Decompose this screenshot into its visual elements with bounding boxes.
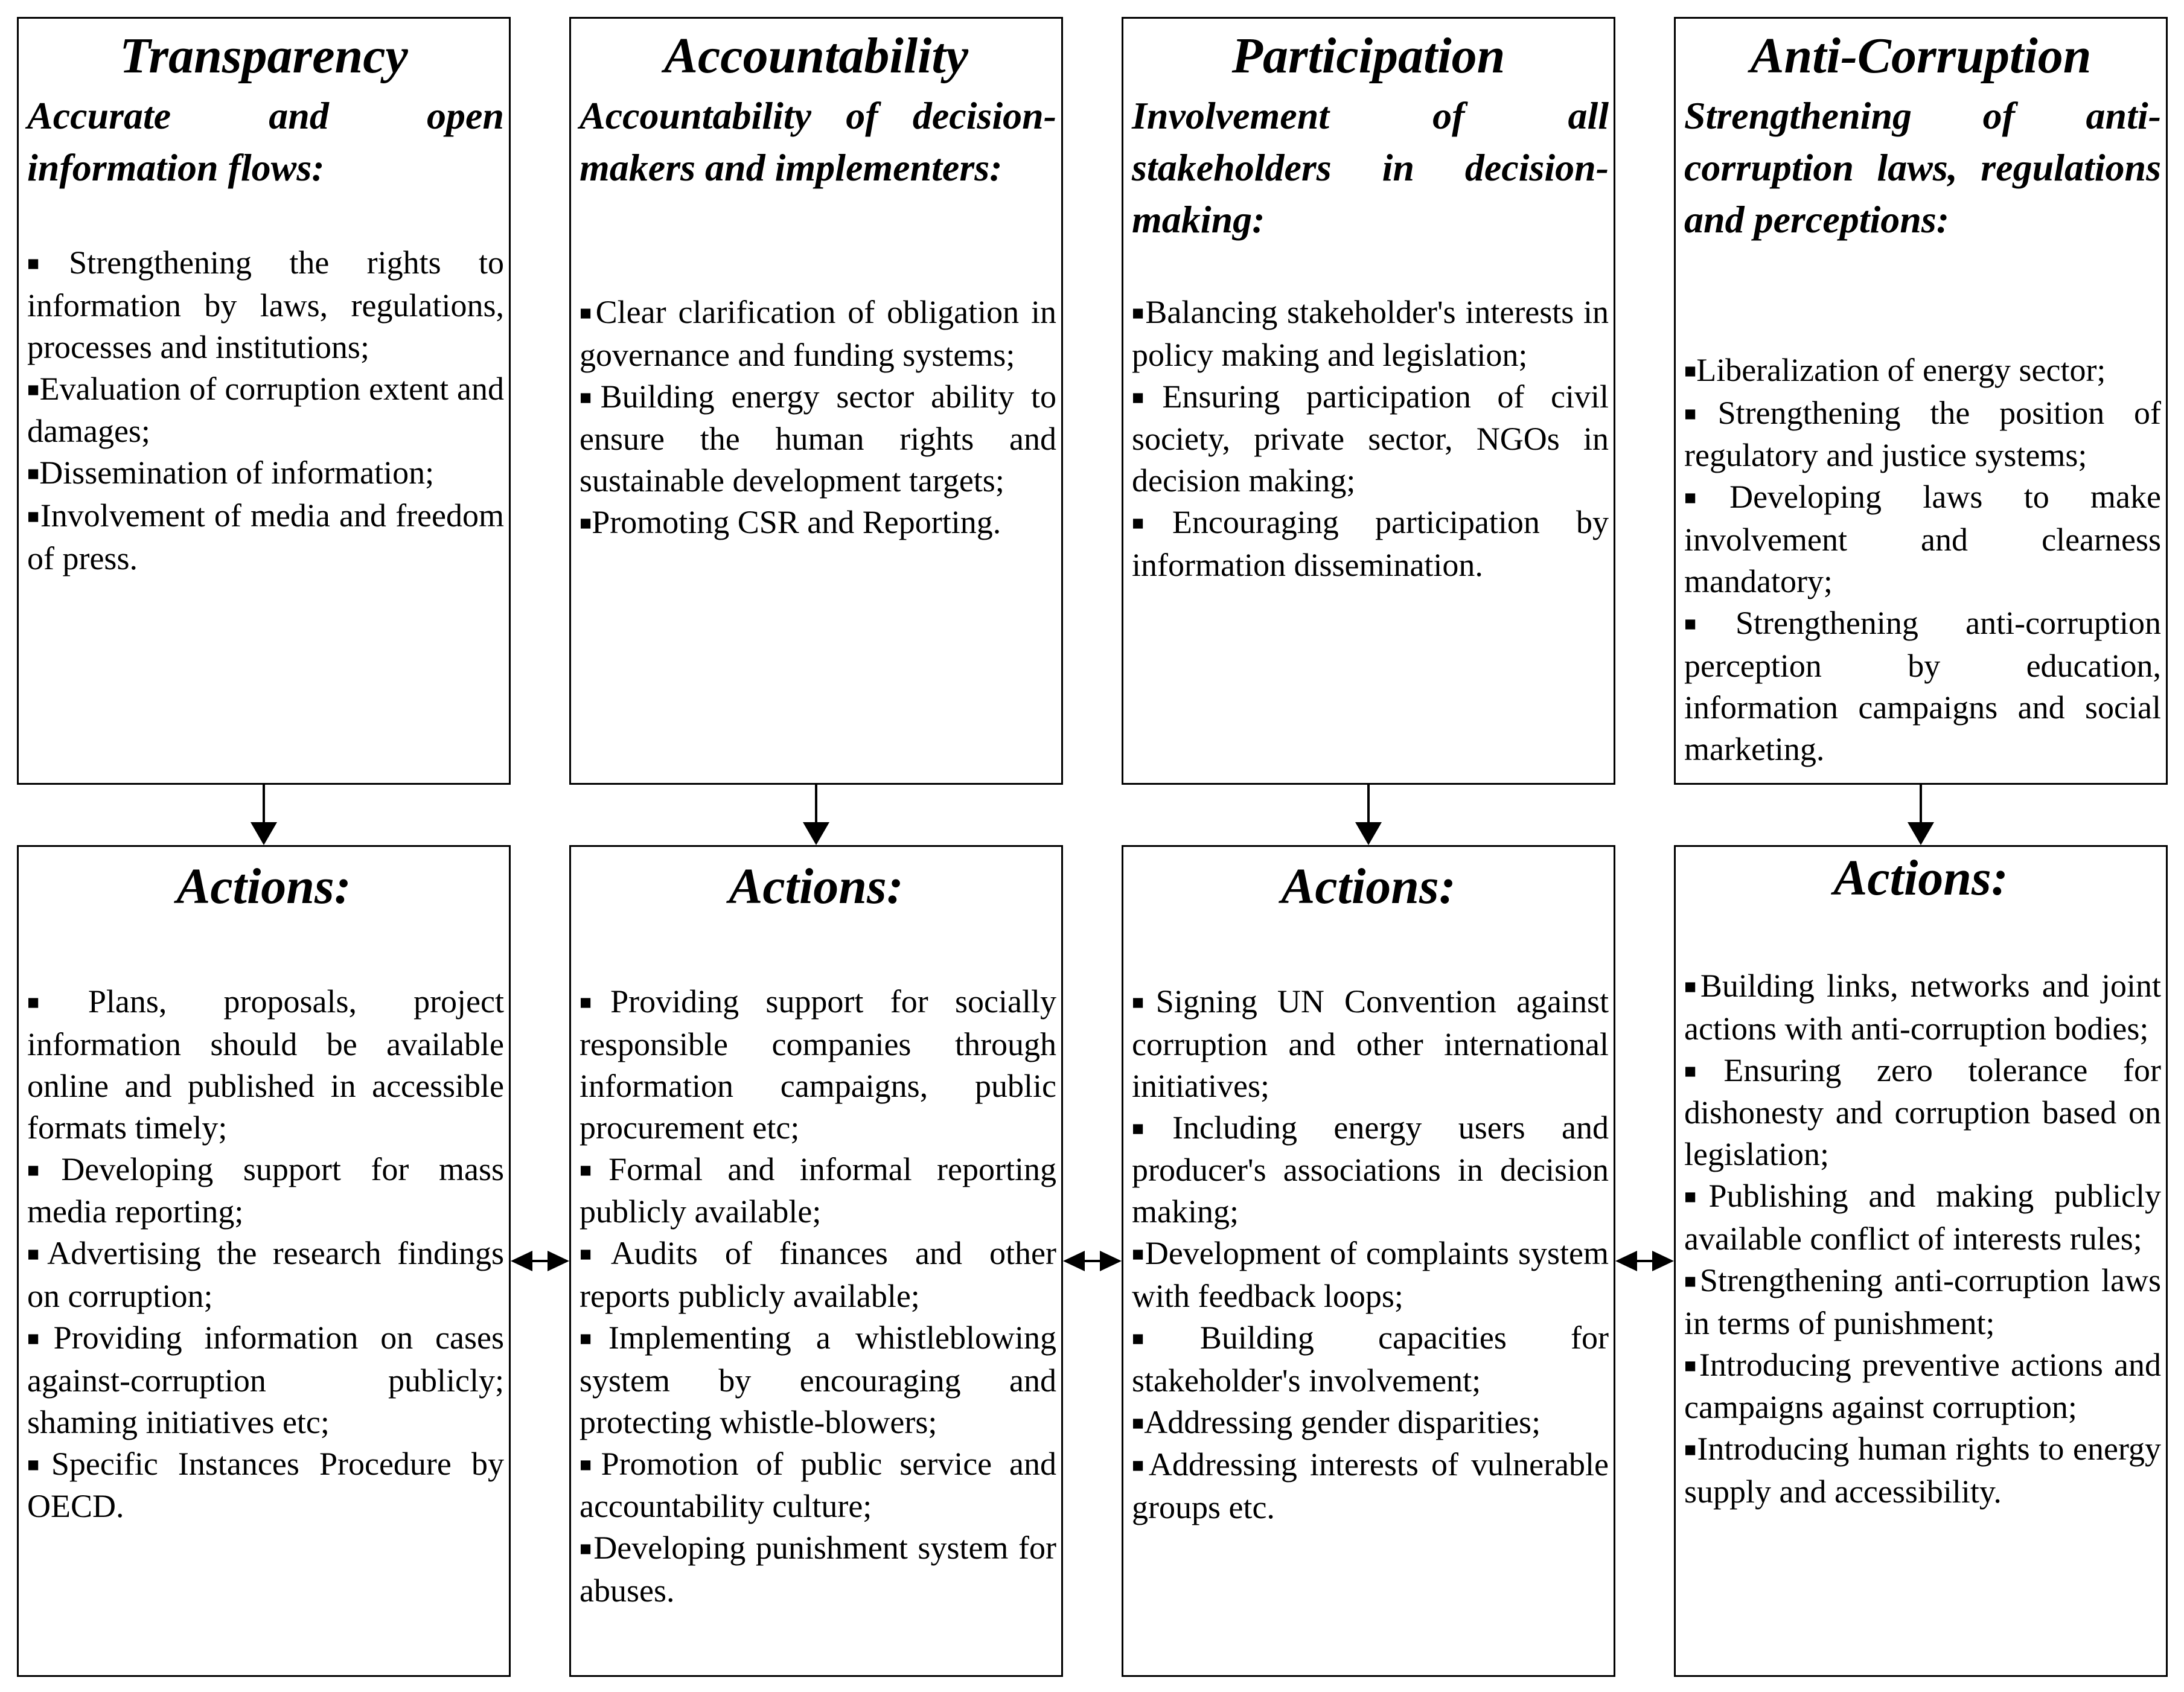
participation-actions-title: Actions: [1281,858,1456,915]
bullet-square-icon: ■ [580,512,592,535]
list-item-text: Developing support for mass media reporting; [27,1151,504,1230]
accountability-title: Accountability [664,28,968,84]
list-item [27,495,504,579]
list-item-text: Publishing and making publicly available conflict of interests rules; [1684,1178,2161,1257]
bullet-square-icon: ■ [1132,512,1172,535]
participation-actions [1132,981,1609,1528]
list-item [1684,1260,2161,1344]
list-item [27,368,504,453]
list-item-text: Formal and informal reporting publicly available; [580,1151,1056,1230]
list-item [1132,376,1609,502]
double-arrow-3-4 [1615,1251,1674,1271]
bullet-square-icon: ■ [580,1454,601,1477]
accountability-subtitle: Accountability of decision-makers and implementers: [580,94,1056,189]
list-item [580,981,1056,1149]
anti-corruption-actions-box [1674,845,2168,1677]
participation-box [1122,17,1615,785]
transparency-actions [27,981,504,1527]
list-item-text: Addressing gender disparities; [1144,1403,1541,1440]
list-item-text: Strengthening anti-corruption laws in terms of punishment; [1684,1262,2162,1341]
list-item [27,1233,504,1317]
participation-items [1132,292,1609,586]
list-item-text: Strengthening the position of regulatory and justice systems; [1684,394,2162,474]
accountability-box [569,17,1063,785]
bullet-square-icon: ■ [580,302,596,325]
list-item [580,292,1056,376]
participation-subtitle: Involvement of all stakeholders in decision-making: [1132,94,1609,241]
anti-corruption-items [1684,350,2161,770]
transparency-items [27,242,504,579]
list-item-text: Introducing human rights to energy supply and accessibility. [1684,1431,2162,1510]
list-item-text: Specific Instances Procedure by OECD. [27,1445,504,1525]
bullet-square-icon: ■ [580,1327,608,1350]
bullet-square-icon: ■ [1132,302,1146,325]
participation-title: Participation [1231,28,1505,84]
transparency-actions-title: Actions: [176,858,351,915]
list-item-text: Dissemination of information; [39,455,435,491]
bullet-square-icon: ■ [27,1243,48,1266]
bullet-square-icon: ■ [1684,1186,1709,1208]
bullet-square-icon: ■ [1684,487,1730,509]
bullet-square-icon: ■ [1132,991,1156,1014]
down-arrow-accountability [803,785,829,845]
bullet-square-icon: ■ [27,1159,62,1182]
list-item [27,1149,504,1233]
list-item-text: Providing information on cases against-corruption publicly; shaming initiatives etc; [27,1319,504,1440]
list-item-text: Plans, proposals, project information should be available online and published in accessible formats timely; [27,983,504,1146]
bullet-square-icon: ■ [580,1243,611,1266]
participation-actions-box [1122,845,1615,1677]
bullet-square-icon: ■ [27,252,69,275]
list-item [580,1317,1056,1443]
list-item-text: Advertising the research findings on corruption; [27,1235,505,1314]
transparency-actions-box [17,845,511,1677]
list-item [1684,392,2161,477]
list-item [1684,350,2161,392]
bullet-square-icon: ■ [580,1537,594,1560]
list-item [1132,1107,1609,1233]
anti-corruption-box [1674,17,2168,785]
bullet-square-icon: ■ [27,462,40,485]
bullet-square-icon: ■ [1684,1270,1700,1293]
list-item [580,1527,1056,1612]
bullet-square-icon: ■ [27,1327,54,1350]
bullet-square-icon: ■ [1132,386,1163,409]
down-arrow-anti-corruption [1908,785,1934,845]
bullet-square-icon: ■ [1684,1438,1697,1461]
transparency-box [17,17,511,785]
double-arrow-1-2 [511,1251,569,1271]
list-item [1684,1050,2161,1176]
down-arrow-participation [1355,785,1382,845]
transparency-title: Transparency [120,28,408,84]
list-item [580,1149,1056,1233]
list-item [27,242,504,368]
bullet-square-icon: ■ [580,1159,609,1182]
list-item-text: Audits of finances and other reports publicly available; [580,1235,1056,1314]
list-item-text: Ensuring zero tolerance for dishonesty and corruption based on legislation; [1684,1052,2161,1173]
list-item-text: Development of complaints system with feedback loops; [1132,1235,1609,1314]
list-item-text: Introducing preventive actions and campaigns against corruption; [1684,1346,2161,1426]
bullet-square-icon: ■ [1132,1454,1149,1477]
list-item-text: Involvement of media and freedom of press. [27,497,504,576]
list-item-text: Building capacities for stakeholder's involvement; [1132,1319,1609,1399]
list-item [1132,502,1609,586]
list-item-text: Evaluation of corruption extent and damages; [27,370,504,450]
list-item [27,1317,504,1443]
list-item-text: Developing laws to make involvement and clearness mandatory; [1684,479,2161,599]
bullet-square-icon: ■ [27,1454,51,1477]
list-item-text: Promoting CSR and Reporting. [592,504,1001,541]
list-item-text: Implementing a whistleblowing system by encouraging and protecting whistle-blowers; [580,1319,1056,1440]
list-item-text: Balancing stakeholder's interests in policy making and legislation; [1132,294,1609,373]
list-item-text: Including energy users and producer's associations in decision making; [1132,1109,1609,1230]
bullet-square-icon: ■ [27,991,88,1014]
list-item [1684,476,2161,602]
list-item [1684,602,2161,770]
list-item [1132,1444,1609,1528]
bullet-square-icon: ■ [1132,1243,1145,1266]
list-item-text: Liberalization of energy sector; [1696,352,2106,388]
list-item [1132,1402,1609,1445]
bullet-square-icon: ■ [27,505,40,528]
list-item-text: Signing UN Convention against corruption and other international initiatives; [1132,983,1609,1104]
anti-corruption-actions [1684,965,2161,1513]
list-item-text: Providing support for socially responsible companies through information campaigns, public procurement etc; [580,983,1057,1146]
list-item-text: Strengthening the rights to information by laws, regulations, processes and institutions; [27,244,505,365]
anti-corruption-actions-title: Actions: [1833,850,2008,906]
accountability-items [580,292,1056,544]
double-arrow-2-3 [1063,1251,1122,1271]
bullet-square-icon: ■ [1132,1117,1173,1140]
list-item-text: Building links, networks and joint actions with anti-corruption bodies; [1684,968,2161,1047]
accountability-actions [580,981,1056,1612]
anti-corruption-subtitle: Strengthening of anti-corruption laws, regulations and perceptions: [1684,94,2161,241]
bullet-square-icon: ■ [27,378,40,401]
list-item [1684,1175,2161,1260]
transparency-subtitle: Accurate and open information flows: [27,94,504,189]
list-item [580,502,1056,544]
list-item [1684,965,2161,1050]
list-item-text: Building energy sector ability to ensure the human rights and sustainable development targets; [580,378,1056,499]
list-item [27,452,504,495]
list-item-text: Developing punishment system for abuses. [580,1530,1056,1609]
list-item [1684,1344,2161,1429]
list-item-text: Encouraging participation by information dissemination. [1132,504,1609,583]
bullet-square-icon: ■ [580,386,601,409]
accountability-actions-title: Actions: [729,858,904,915]
list-item-text: Clear clarification of obligation in governance and funding systems; [580,294,1056,373]
list-item-text: Promotion of public service and accountability culture; [580,1445,1056,1525]
list-item-text: Strengthening anti-corruption perception by education, information campaigns and social marketing. [1684,604,2162,767]
list-item [580,1443,1056,1528]
accountability-actions-box [569,845,1063,1677]
list-item [1132,1317,1609,1402]
bullet-square-icon: ■ [1684,975,1700,998]
list-item-text: Ensuring participation of civil society, private sector, NGOs in decision making; [1132,378,1609,499]
list-item [580,376,1056,502]
bullet-square-icon: ■ [1684,403,1718,426]
list-item [27,1443,504,1528]
anti-corruption-title: Anti-Corruption [1750,28,2092,84]
list-item [27,981,504,1149]
list-item [1132,292,1609,376]
list-item-text: Addressing interests of vulnerable groups etc. [1132,1446,1609,1525]
bullet-square-icon: ■ [1684,360,1697,383]
list-item [1132,981,1609,1107]
list-item [1132,1233,1609,1317]
bullet-square-icon: ■ [1684,613,1735,636]
list-item [580,1233,1056,1317]
bullet-square-icon: ■ [1684,1355,1699,1378]
bullet-square-icon: ■ [580,991,611,1014]
bullet-square-icon: ■ [1132,1327,1200,1350]
down-arrow-transparency [251,785,277,845]
bullet-square-icon: ■ [1684,1060,1724,1083]
list-item [1684,1428,2161,1513]
bullet-square-icon: ■ [1132,1412,1145,1435]
